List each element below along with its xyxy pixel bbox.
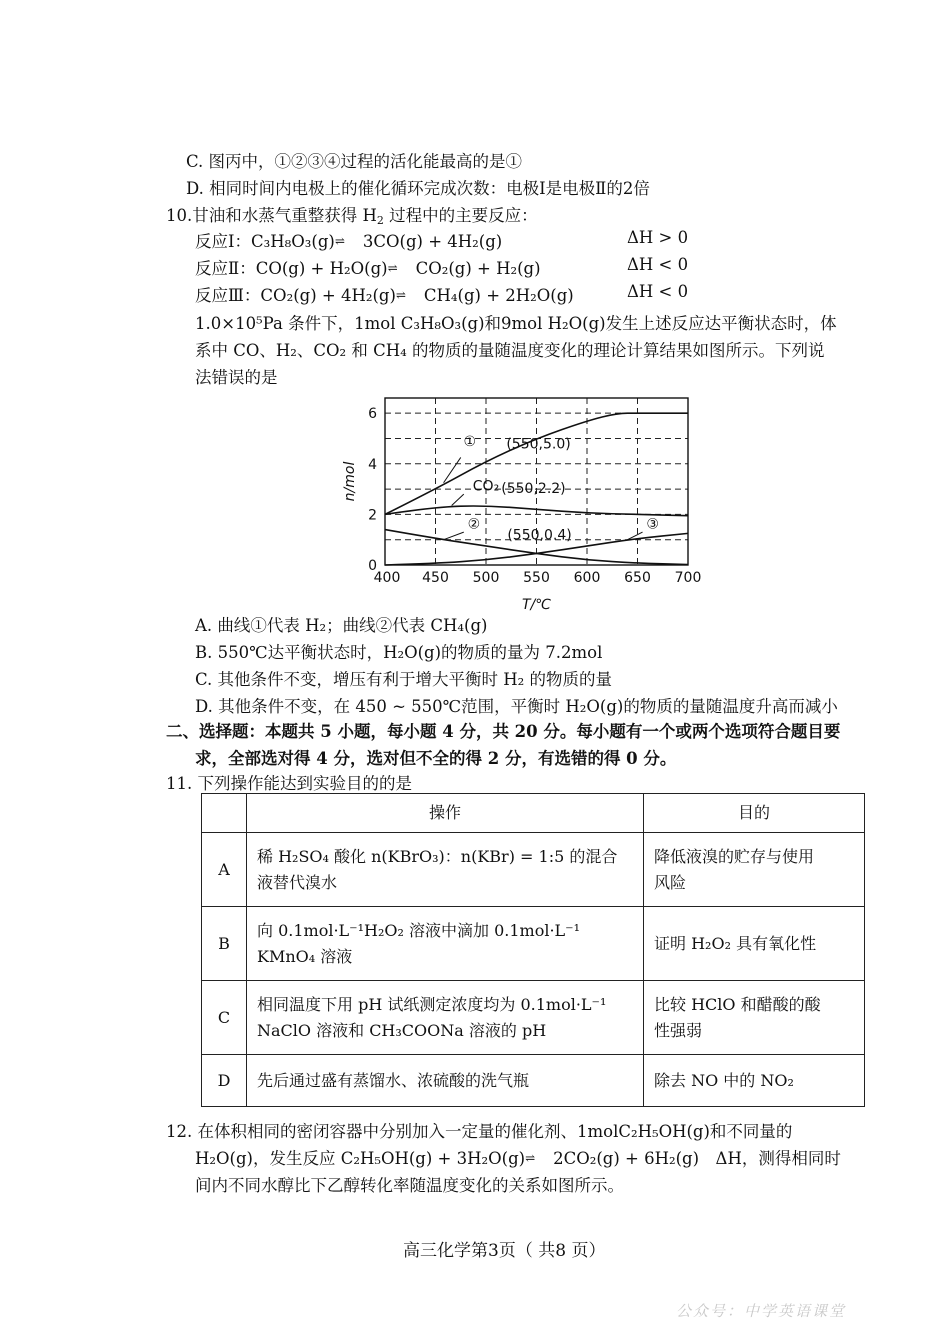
x-tick-label: 500: [472, 570, 500, 586]
row-label: B: [202, 907, 247, 981]
q12-line3: 间内不同水醇比下乙醇转化率随温度变化的关系如图所示。: [195, 1176, 624, 1195]
operation-line: 相同温度下用 pH 试纸测定浓度均为 0.1mol·L⁻¹: [257, 994, 607, 1014]
q10-condition-line2: 系中 CO、H₂、CO₂ 和 CH₄ 的物质的量随温度变化的理论计算结果如图所示。下列说: [195, 341, 825, 360]
operation-cell: [247, 833, 644, 907]
y-tick-label: 0: [368, 558, 377, 574]
annotation-550-0-4: (550,0.4): [507, 527, 572, 544]
y-tick-label: 4: [368, 456, 377, 473]
annotation-550-5: (550,5.0): [506, 436, 571, 453]
x-tick-label: 400: [373, 570, 401, 586]
reaction-1: [195, 228, 755, 252]
reaction-1-label: 反应Ⅰ：: [195, 232, 252, 251]
reaction-2-label: 反应Ⅱ：: [195, 259, 256, 278]
curve-3-label: ③: [646, 516, 659, 533]
goal-cell: [644, 907, 865, 981]
q10-intro-pre: 甘油和水蒸气重整获得 H: [192, 206, 377, 225]
q10-number: 10.: [166, 206, 193, 225]
goal-line: 性强弱: [654, 1020, 703, 1040]
q9-option-c: C. 图丙中，①②③④过程的活化能最高的是①: [186, 152, 523, 171]
operation-cell: [247, 907, 644, 981]
header-goal: 目的: [644, 794, 865, 833]
table-header-row: [202, 794, 865, 833]
q12-line1: 12. 在体积相同的密闭容器中分别加入一定量的催化剂、1molC₂H₅OH(g)和不同量的: [166, 1122, 793, 1141]
curve-2-label: ②: [467, 516, 481, 533]
leader-line-co2: [452, 494, 464, 505]
annotation-550-2-2: (550,2.2): [501, 480, 566, 497]
x-axis-label: T/℃: [522, 597, 551, 613]
reaction-3-rhs: CH₄(g) + 2H₂O(g): [423, 286, 574, 305]
page-footer: 高三化学第3页（ 共8 页）: [403, 1241, 606, 1261]
equilibrium-amount-chart: [330, 390, 720, 615]
watermark: 公众号：中学英语课堂: [676, 1302, 847, 1320]
reaction-3: [195, 282, 755, 306]
operation-line: NaClO 溶液和 CH₃COONa 溶液的 pH: [257, 1020, 547, 1040]
q12-line2: [195, 1145, 841, 1169]
section2-heading-line2: 求，全部选对得 4 分，选对但不全的得 2 分，有选错的得 0 分。: [195, 749, 677, 768]
reaction-1-lhs: C₃H₈O₃(g): [251, 232, 335, 251]
reaction-3-label: 反应Ⅲ：: [195, 286, 261, 305]
q12-line2-pre: H₂O(g)，发生反应 C₂H₅OH(g) + 3H₂O(g): [195, 1149, 526, 1168]
operation-cell: [247, 1055, 644, 1107]
q10-condition-line1: 1.0×10⁵Pa 条件下，1mol C₃H₈O₃(g)和9mol H₂O(g)发生上述反应达平衡状态时，体: [195, 314, 837, 333]
goal-cell: [644, 833, 865, 907]
goal-line: 降低液溴的贮存与使用: [654, 846, 815, 866]
row-label: D: [202, 1055, 247, 1107]
reaction-3-dh: ΔH < 0: [627, 282, 689, 301]
goal-line: 风险: [654, 872, 687, 892]
row-label: A: [202, 833, 247, 907]
goal-line: 证明 H₂O₂ 具有氧化性: [654, 933, 817, 953]
row-label: C: [202, 981, 247, 1055]
operation-line: 稀 H₂SO₄ 酸化 n(KBrO₃)：n(KBr) = 1:5 的混合: [257, 846, 618, 866]
operation-line: 液替代溴水: [257, 872, 338, 892]
operation-line: 先后通过盛有蒸馏水、浓硫酸的洗气瓶: [257, 1070, 530, 1090]
goal-line: 除去 NO 中的 NO₂: [654, 1070, 794, 1090]
section2-heading-line1: 二、选择题：本题共 5 小题，每小题 4 分，共 20 分。每小题有一个或两个选项符合题目要: [166, 722, 841, 741]
q10-intro: [166, 202, 538, 227]
q9-option-d: D. 相同时间内电极上的催化循环完成次数：电极Ⅰ是电极Ⅱ的2倍: [186, 179, 650, 198]
equilibrium-arrow-icon: ⇌: [395, 288, 404, 302]
q10-intro-sub: 2: [376, 214, 384, 227]
y-tick-label: 6: [368, 406, 377, 423]
reaction-2: [195, 255, 755, 279]
table-row: [202, 833, 865, 907]
header-blank: [202, 794, 247, 833]
operation-line: 向 0.1mol·L⁻¹H₂O₂ 溶液中滴加 0.1mol·L⁻¹: [257, 920, 581, 940]
q10-option-a: A. 曲线①代表 H₂；曲线②代表 CH₄(g): [195, 616, 488, 635]
x-tick-label: 700: [674, 570, 702, 586]
goal-cell: [644, 1055, 865, 1107]
q11-table: [201, 793, 865, 1107]
reaction-1-dh: ΔH > 0: [627, 228, 689, 247]
q10-condition-line3: 法错误的是: [195, 368, 278, 387]
q11-title: 11. 下列操作能达到实验目的的是: [166, 774, 412, 793]
curve-1-label: ①: [463, 434, 477, 451]
q10-option-d: D. 其他条件不变，在 450 ~ 550℃范围，平衡时 H₂O(g)的物质的量随温度升高而减小: [195, 697, 838, 716]
goal-line: 比较 HClO 和醋酸的酸: [654, 994, 821, 1014]
header-operation: 操作: [247, 794, 644, 833]
x-tick-label: 650: [624, 570, 651, 586]
q12-line2-post: 2CO₂(g) + 6H₂(g) ΔH，测得相同时: [553, 1149, 841, 1168]
curve-co2-label: CO₂: [472, 478, 500, 495]
reaction-1-rhs: 3CO(g) + 4H₂(g): [362, 232, 503, 251]
q10-option-c: C. 其他条件不变，增压有利于增大平衡时 H₂ 的物质的量: [195, 670, 613, 689]
x-tick-label: 550: [523, 570, 550, 586]
x-tick-label: 600: [573, 570, 601, 586]
y-axis-label: n/mol: [342, 461, 358, 502]
y-tick-label: 2: [368, 507, 377, 524]
equilibrium-arrow-icon: ⇌: [525, 1151, 534, 1165]
table-row: [202, 907, 865, 981]
x-tick-label: 450: [422, 570, 449, 586]
q10-option-b: B. 550℃达平衡状态时，H₂O(g)的物质的量为 7.2mol: [195, 643, 603, 662]
operation-line: KMnO₄ 溶液: [257, 946, 353, 966]
table-row: [202, 981, 865, 1055]
equilibrium-arrow-icon: ⇌: [387, 261, 396, 275]
table-row: [202, 1055, 865, 1107]
operation-cell: [247, 981, 644, 1055]
reaction-3-lhs: CO₂(g) + 4H₂(g): [260, 286, 396, 305]
q10-intro-post: 过程中的主要反应：: [383, 206, 538, 225]
leader-line-2: [444, 532, 464, 540]
reaction-2-rhs: CO₂(g) + H₂(g): [415, 259, 541, 278]
equilibrium-arrow-icon: ⇌: [334, 234, 343, 248]
goal-cell: [644, 981, 865, 1055]
reaction-2-dh: ΔH < 0: [627, 255, 689, 274]
reaction-2-lhs: CO(g) + H₂O(g): [255, 259, 388, 278]
